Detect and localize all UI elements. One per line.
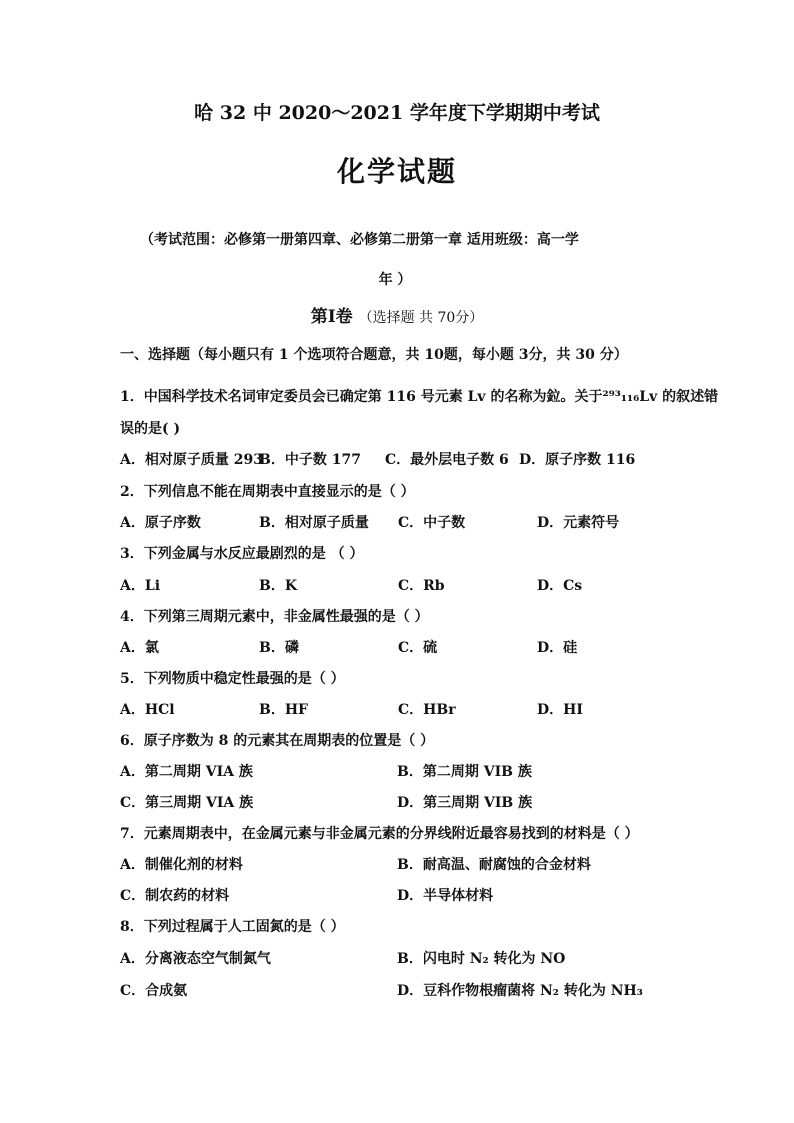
option-b: B．中子数 177: [259, 452, 361, 468]
scope-line-1: （考试范围：必修第一册第四章、必修第二册第一章 适用班级：高一学: [140, 232, 579, 248]
question-1-stem-line-2: 误的是( ): [120, 421, 181, 437]
option-b: B．K: [259, 578, 298, 594]
option-a: A．第二周期 VIA 族: [120, 764, 253, 780]
question-7-stem: 7．元素周期表中，在金属元素与非金属元素的分界线附近最容易找到的材料是（ ）: [120, 826, 639, 842]
option-d: D．半导体材料: [397, 888, 494, 904]
question-7-options-row-2: [120, 885, 680, 905]
option-a: A．分离液态空气制氮气: [120, 951, 271, 967]
question-4-stem: 4．下列第三周期元素中，非金属性最强的是（ ）: [120, 609, 429, 625]
option-c: C．最外层电子数 6: [385, 452, 509, 468]
question-1-stem-line-1: 1．中国科学技术名词审定委员会已确定第 116 号元素 Lv 的名称为鉝。关于²⁹³₁₁₆Lv 的叙述错: [120, 389, 719, 405]
part-label: 第Ⅰ卷: [310, 307, 353, 327]
option-d: D．第三周期 VIB 族: [397, 795, 533, 811]
school-exam-line: 哈 32 中 2020～2021 学年度下学期期中考试: [194, 102, 600, 124]
scope-line-2: 年 ）: [378, 272, 412, 288]
option-b: B．耐高温、耐腐蚀的合金材料: [397, 857, 591, 873]
question-4-options: [120, 637, 680, 657]
option-d: D．硅: [537, 640, 578, 656]
option-b: B．第二周期 VIB 族: [397, 764, 532, 780]
question-1-options: [120, 449, 680, 469]
option-d: D．元素符号: [537, 515, 620, 531]
question-6-options-row-1: [120, 761, 680, 781]
option-a: A．相对原子质量 293: [120, 452, 263, 468]
option-a: A．Li: [120, 578, 161, 594]
option-c: C．Rb: [398, 578, 445, 594]
question-6-options-row-2: [120, 792, 680, 812]
option-b: B．磷: [259, 640, 299, 656]
option-c: C．HBr: [398, 702, 456, 718]
option-a: A．HCl: [120, 702, 175, 718]
question-8-stem: 8．下列过程属于人工固氮的是（ ）: [120, 919, 345, 935]
question-3-options: [120, 575, 680, 595]
question-8-options-row-2: [120, 980, 680, 1000]
question-7-options-row-1: [120, 854, 680, 874]
section-heading: 一、选择题（每小题只有 1 个选项符合题意，共 10题，每小题 3分，共 30 分）: [120, 347, 628, 363]
option-d: D．HI: [537, 702, 583, 718]
option-c: C．中子数: [398, 515, 466, 531]
question-2-stem: 2．下列信息不能在周期表中直接显示的是（ ）: [120, 484, 415, 500]
option-c: C．第三周期 VIA 族: [120, 795, 254, 811]
option-c: C．合成氨: [120, 983, 188, 999]
option-a: A．原子序数: [120, 515, 201, 531]
option-c: C．制农药的材料: [120, 888, 230, 904]
option-b: B．闪电时 N₂ 转化为 NO: [397, 951, 566, 967]
question-8-options-row-1: [120, 948, 680, 968]
page-title: 化学试题: [336, 155, 457, 188]
option-c: C．硫: [398, 640, 438, 656]
question-6-stem: 6．原子序数为 8 的元素其在周期表的位置是（ ）: [120, 733, 435, 749]
option-a: A．氯: [120, 640, 159, 656]
question-5-options: [120, 699, 680, 719]
option-d: D．原子序数 116: [519, 452, 636, 468]
option-a: A．制催化剂的材料: [120, 857, 243, 873]
question-2-options: [120, 512, 680, 532]
option-b: B．HF: [259, 702, 308, 718]
question-3-stem: 3．下列金属与水反应最剧烈的是 （ ）: [120, 546, 364, 562]
exam-scope-note: [140, 220, 660, 300]
part-paren: （选择题 共 70分）: [358, 310, 484, 326]
option-d: D．Cs: [537, 578, 583, 594]
option-d: D．豆科作物根瘤菌将 N₂ 转化为 NH₃: [397, 983, 643, 999]
part-heading: [0, 302, 794, 327]
option-b: B．相对原子质量: [259, 515, 369, 531]
question-5-stem: 5．下列物质中稳定性最强的是（ ）: [120, 671, 345, 687]
